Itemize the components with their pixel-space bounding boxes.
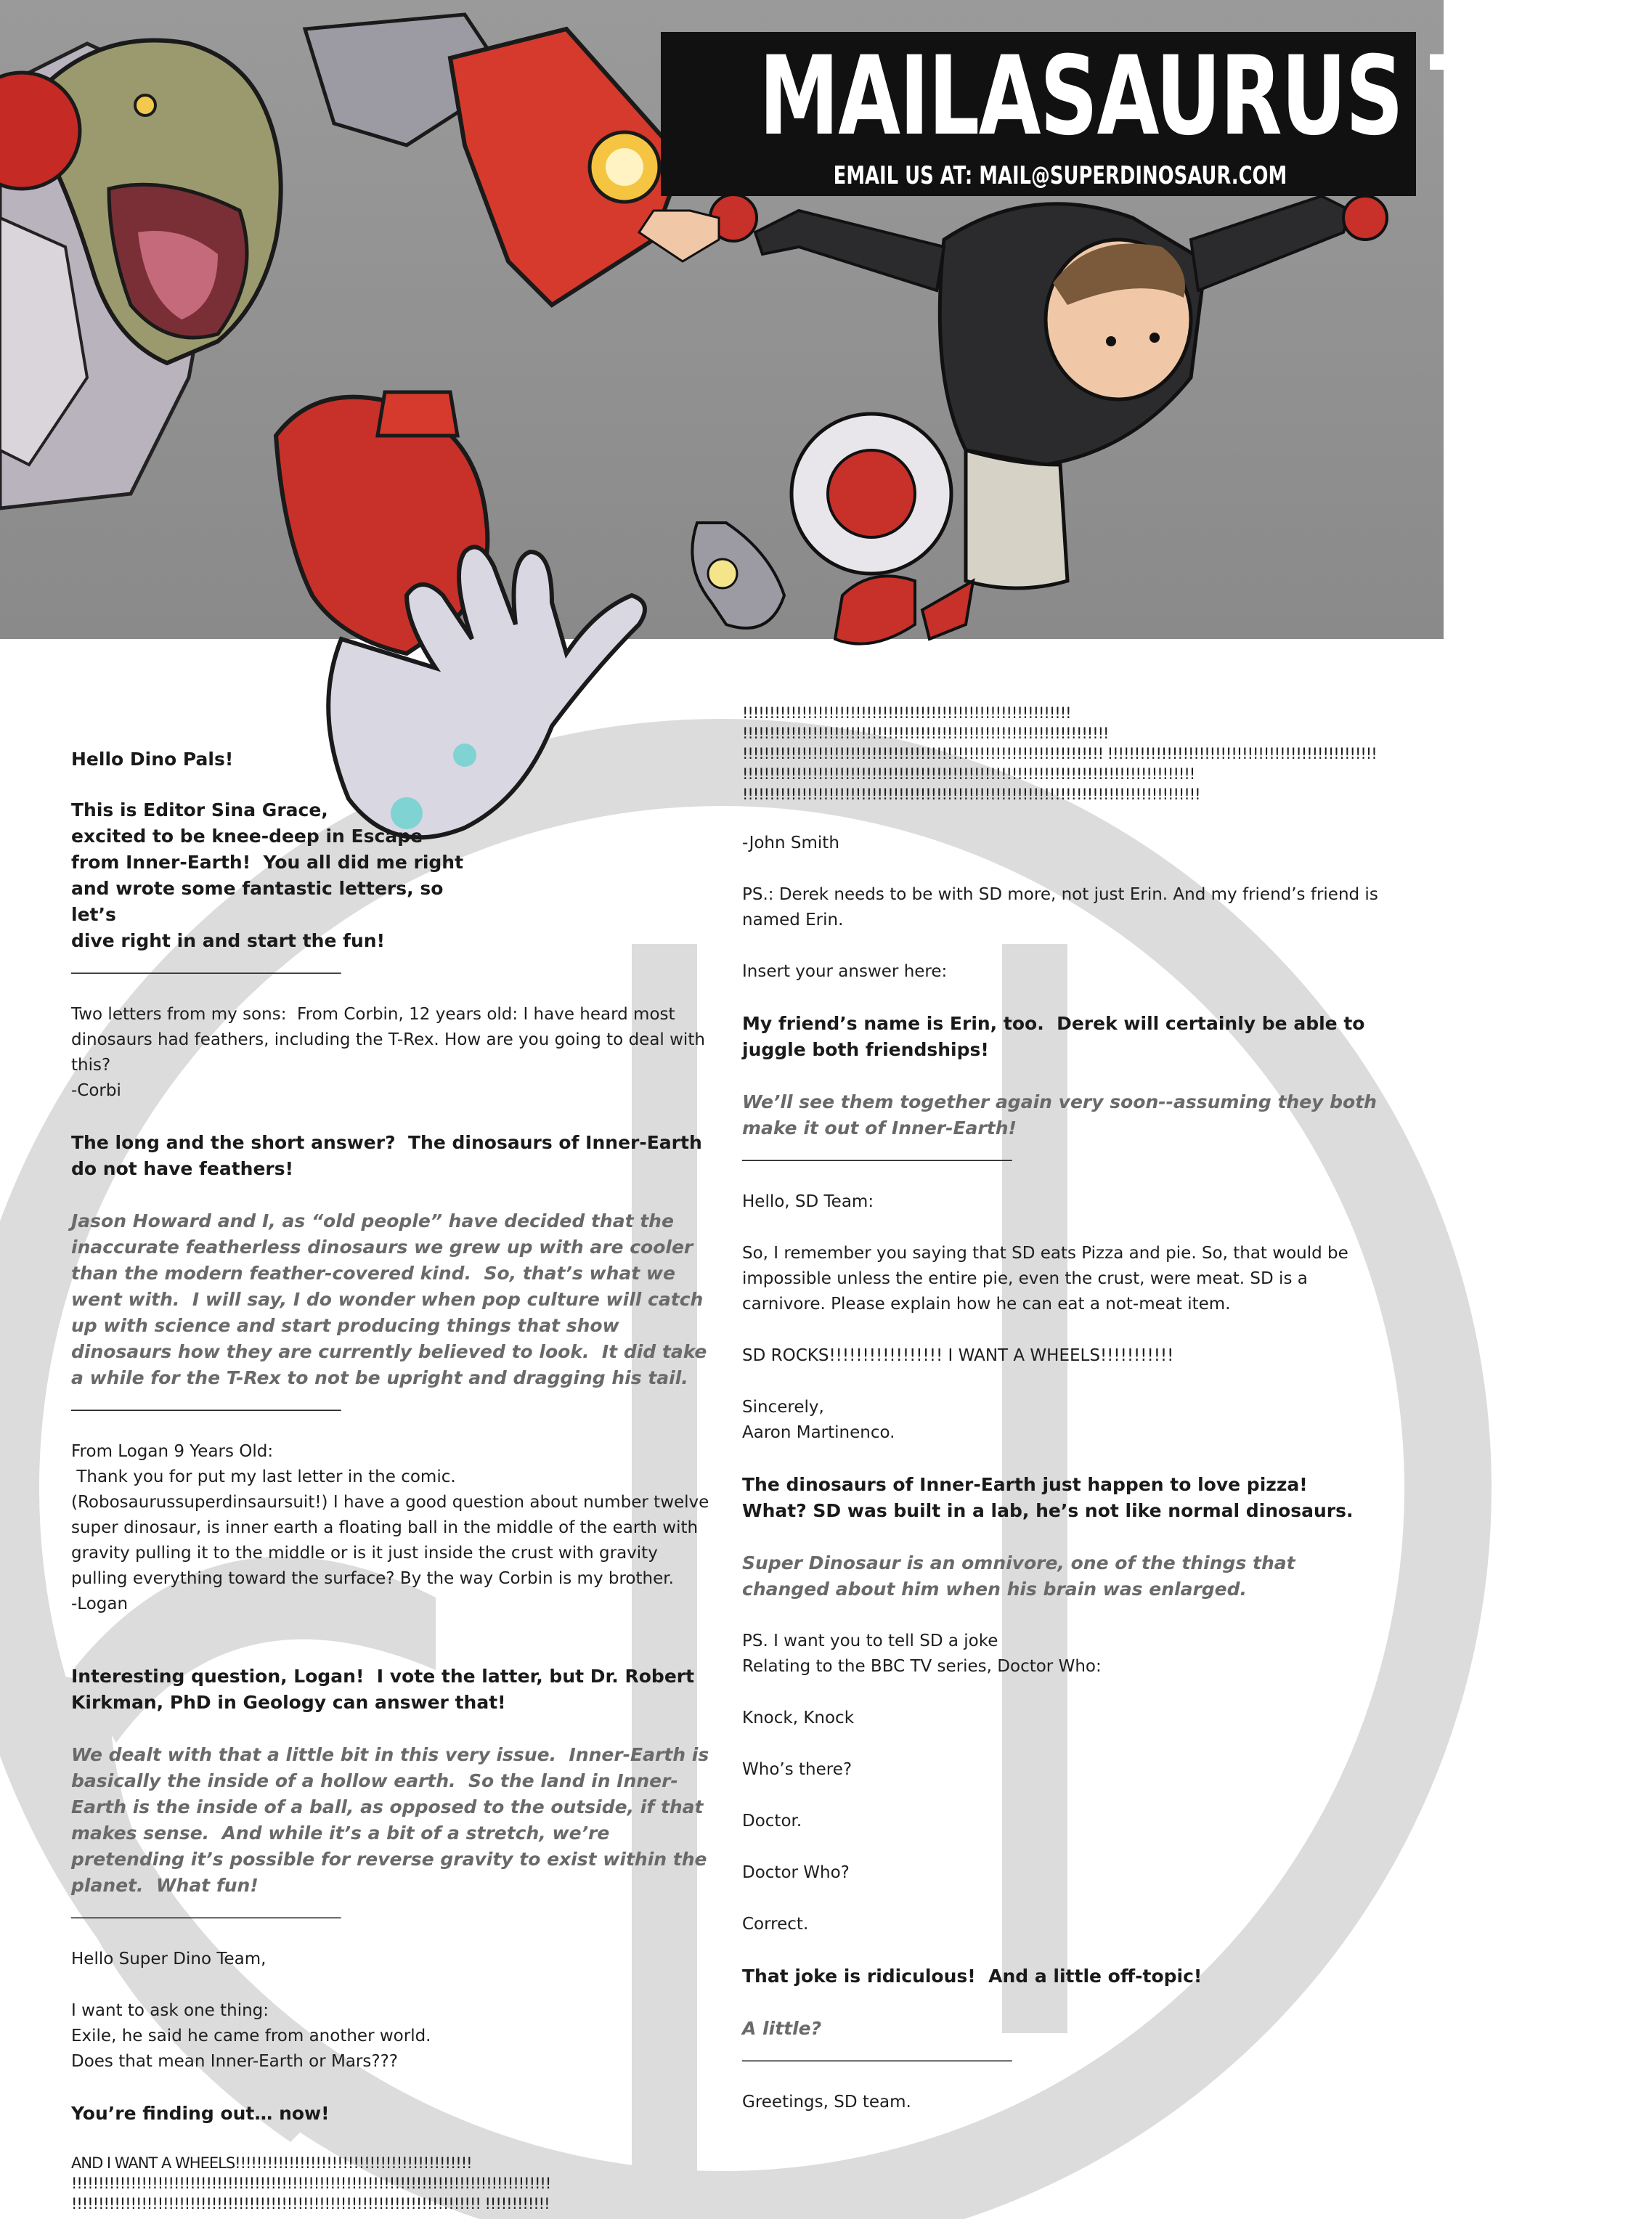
joke-line: Knock, Knock [742,1709,855,1727]
letter-corbin: Two letters from my sons: From Corbin, 12 years old: I have heard most dinosaurs had feathers, including the T-Rex. How are you going to deal with this? -Corbi [71,1005,705,1100]
reply-erin-bold: My friend’s name is Erin, too. Derek will certainly be able to juggle both friendships! [742,1013,1372,1060]
reply-corbin-italic: Jason Howard and I, as “old people” have decided that the inaccurate featherless dinosaurs we grew up with are cooler than the modern feather-covered kind. So, that’s what we went with. I will say, I do wonder when pop culture will catch up with science and start producing things that show dinosaurs how they are currently believed to look. It did take a while for the T-Rex to not be upright and dragging his tail. [71,1210,714,1388]
letter-aaron-signoff: Sincerely, Aaron Martinenco. [742,1398,895,1442]
letter-aaron-ps: PS. I want you to tell SD a joke Relating to the BBC TV series, Doctor Who: [742,1632,1102,1676]
reply-joke-bold: That joke is ridiculous! And a little off-topic! [742,1966,1203,1987]
dinosaur-figure [0,41,281,508]
letter-aaron-greeting: Hello, SD Team: [742,1192,874,1211]
exclaim-continued: !!!!!!!!!!!!!!!!!!!!!!!!!!!!!!!!!!!!!!!!!!!!!!!!!!!!!!!!!!!!! !!!!!!!!!!!!!!!!!!!!!!!!!!!!!!!!!!!!!!!!!!!!!!!!!!!!!!!!!!!!!!!!!!!! !!!!!!!!!!!!!!!!!!!!!!!!!!!!!!!!!!!!!!!!!!!!!!!!!!!!!!!!!!!!!!!!!!! !!!!!!!!!!!!!!!!!!!!!!!!!!!!!!!!!!!!!!!!!!!!!!!!!! !!!!!!!!!!!!!!!!!!!!!!!!!!!!!!!!!!!!!!!!!!!!!!!!!!!!!!!!!!!!!!!!!!!!!!!!!!!!!!!!!!!! !!!!!!!!!!!!!!!!!!!!!!!!!!!!!!!!!!!!!!!!!!!!!!!!!!!!!!!!!!!!!!!!!!!!!!!!!!!!!!!!!!!!! [742,704,1377,803]
intro-greeting: Hello Dino Pals! [71,749,234,770]
reply-erin-italic: We’ll see them together again very soon--assuming they both make it out of Inner-Earth! [742,1091,1383,1139]
letter-aaron-rocks: SD ROCKS!!!!!!!!!!!!!!!!! I WANT A WHEELS!!!!!!!!!!! [742,1346,1174,1365]
reply-aaron-bold: The dinosaurs of Inner-Earth just happen to love pizza! What? SD was built in a lab, he’s not like normal dinosaurs. [742,1474,1354,1521]
reply-logan-bold: Interesting question, Logan! I vote the latter, but Dr. Robert Kirkman, PhD in Geology can answer that! [71,1666,701,1713]
divider-rule: _______________________________________ [742,1144,1012,1161]
email-line[interactable]: EMAIL US AT: MAIL@SUPERDINOSAUR.COM [833,161,1287,190]
joke-line: Who’s there? [742,1760,853,1779]
reply-aaron-italic: Super Dinosaur is an omnivore, one of the things that changed about him when his brain was enlarged. [742,1552,1302,1600]
ps-derek: PS.: Derek needs to be with SD more, not just Erin. And my friend’s friend is named Erin. [742,885,1384,929]
reply-exile-bold: You’re finding out… now! [71,2103,330,2124]
letter-greetings: Greetings, SD team. [742,2093,911,2112]
right-column [742,703,1384,2115]
joke-line: Doctor. [742,1812,802,1831]
reply-corbin-bold: The long and the short answer? The dinosaurs of Inner-Earth do not have feathers! [71,1132,709,1179]
joke-line: Correct. [742,1915,809,1934]
insert-answer: Insert your answer here: [742,962,948,981]
intro-text: This is Editor Sina Grace, excited to be knee-deep in Escape from Inner-Earth! You all did me right and wrote some fantastic letters, so let’s dive right in and start the fun! [71,799,464,951]
letter-aaron-body: So, I remember you saying that SD eats Pizza and pie. So, that would be impossible unless the entire pie, even the crust, were meat. SD is a carnivore. Please explain how he can eat a not-meat item. [742,1244,1354,1314]
cannon-arm [305,15,683,305]
divider-rule: _______________________________________ [742,2044,1012,2061]
page-title: MAILASAURUS TEXT [759,33,1652,160]
letter-exile-greeting: Hello Super Dino Team, [71,1950,266,1968]
title-box [661,32,1652,196]
divider-rule: _______________________________________ [71,1901,341,1918]
reply-logan-italic: We dealt with that a little bit in this very issue. Inner-Earth is basically the inside of a hollow earth. So the land in Inner-Earth is the inside of a ball, as opposed to the outside, if that makes sense. And while it’s a bit of a stretch, we’re pretending it’s possible for reverse gravity to exist within the planet. What fun! [71,1744,715,1896]
reply-joke-italic: A little? [742,2018,822,2039]
letter-exile-body: I want to ask one thing: Exile, he said he came from another world. Does that mean Inner-Earth or Mars??? [71,2001,431,2071]
signoff-john-smith: -John Smith [742,834,839,852]
divider-rule: _______________________________________ [71,956,341,974]
left-column [71,746,715,2214]
divider-rule: _______________________________________ [71,1393,341,1411]
joke-line: Doctor Who? [742,1863,850,1882]
boy-figure [639,195,1387,644]
letter-exile-exclaim: AND I WANT A WHEELS!!!!!!!!!!!!!!!!!!!!!!!!!!!!!!!!!!!!!!!!!!!! !!!!!!!!!!!!!!!!!!!!!!!!!!!!!!!!!!!!!!!!!!!!!!!!!!!!!!!!!!!!!!!!!!!!!!!!!!!!!!!!!!!!!!!!! !!!!!!!!!!!!!!!!!!!!!!!!!!!!!!!!!!!!!!!!!!!!!!!!!!!!!!!!!!!!!!!!!!!!!!!!!!!! !!!!!!!!!!!! [71,2154,555,2212]
letter-logan: From Logan 9 Years Old: Thank you for put my last letter in the comic. (Robosaurussuperdinsaursuit!) I have a good question about number twelve super dinosaur, is inner earth a floating ball in the middle of the earth with gravity pulling it to the middle or is it just inside the crust with gravity pulling everything toward the surface? By the way Corbin is my brother. -Logan [71,1442,709,1613]
